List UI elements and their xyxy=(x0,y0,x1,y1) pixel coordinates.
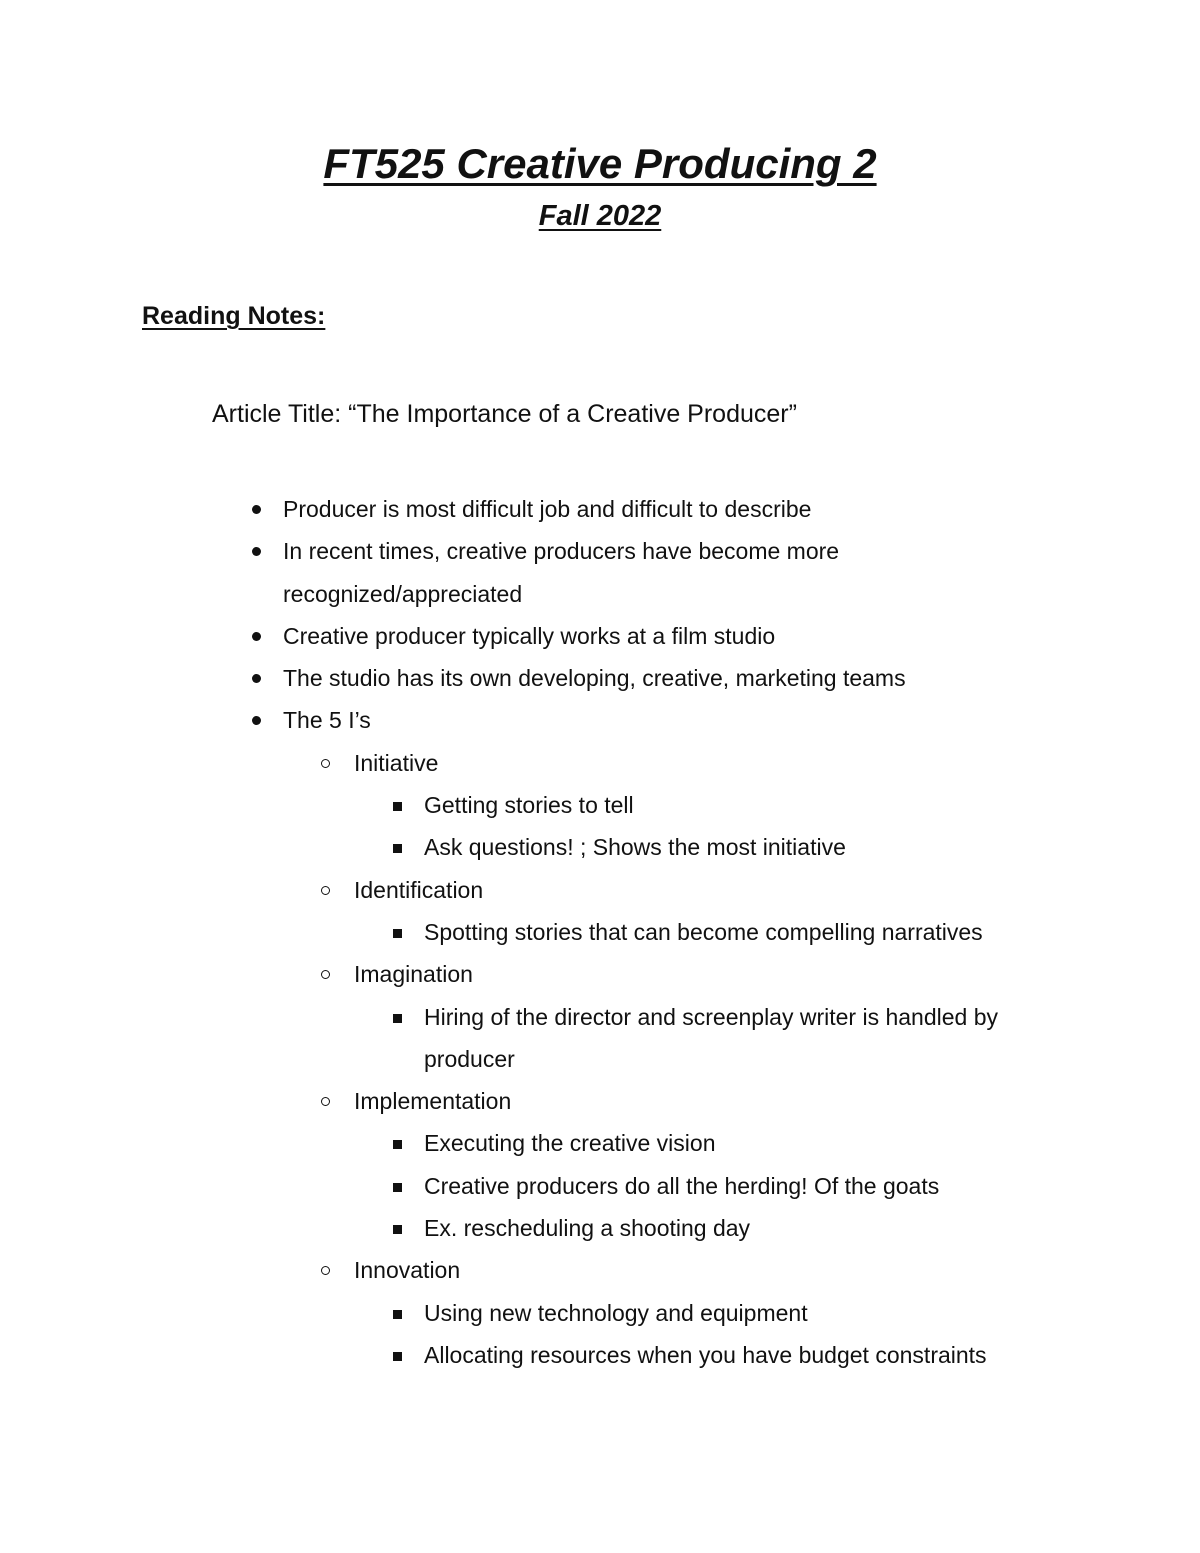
circle-bullet-icon xyxy=(321,886,330,895)
subsublist-item-text: Creative producers do all the herding! Of the goats xyxy=(424,1172,940,1199)
list-item-text: The 5 I’s xyxy=(283,707,371,734)
disc-bullet-icon xyxy=(252,505,261,514)
sublist-item-implementation xyxy=(250,1080,1070,1122)
subsublist-item-text: Executing the creative vision xyxy=(424,1130,716,1157)
subsublist-item-text: Using new technology and equipment xyxy=(424,1299,808,1326)
disc-bullet-icon xyxy=(252,632,261,641)
circle-bullet-icon xyxy=(321,759,330,768)
list-item-text: Producer is most difficult job and difficult to describe xyxy=(283,496,812,522)
square-bullet-icon xyxy=(393,1310,402,1319)
circle-bullet-icon xyxy=(321,970,330,979)
subsublist-item xyxy=(250,1292,1070,1334)
sublist-item-initiative xyxy=(250,742,1070,784)
sublist-item-identification xyxy=(250,869,1070,911)
sublist-item-label: Initiative xyxy=(354,749,439,776)
disc-bullet-icon xyxy=(252,674,261,683)
square-bullet-icon xyxy=(393,844,402,853)
subsublist-item xyxy=(250,1165,1070,1207)
document-subtitle: Fall 2022 xyxy=(538,200,662,232)
sublist-item-imagination xyxy=(250,953,1070,995)
circle-bullet-icon xyxy=(321,1266,330,1275)
subsublist-item xyxy=(250,996,1070,1038)
square-bullet-icon xyxy=(393,1352,402,1361)
sublist-item-innovation xyxy=(250,1249,1070,1291)
document-title: FT525 Creative Producing 2 xyxy=(323,140,877,187)
subsublist-item xyxy=(250,1207,1070,1249)
subsublist-item xyxy=(250,826,1070,868)
sublist-item-label: Implementation xyxy=(354,1088,512,1115)
list-item-text: The studio has its own developing, creative, marketing teams xyxy=(283,665,906,692)
disc-bullet-icon xyxy=(252,547,261,556)
subsublist-item-text: Getting stories to tell xyxy=(424,792,634,819)
notes-list xyxy=(250,488,1070,1376)
list-item xyxy=(250,657,1070,699)
disc-bullet-icon xyxy=(252,716,261,725)
sublist-item-label: Identification xyxy=(354,876,484,903)
list-item-continuation: recognized/appreciated xyxy=(283,580,523,607)
square-bullet-icon xyxy=(393,1140,402,1149)
circle-bullet-icon xyxy=(321,1097,330,1106)
subsublist-item-text: Spotting stories that can become compelling narratives xyxy=(424,918,983,945)
subsublist-item xyxy=(250,784,1070,826)
article-title: Article Title: “The Importance of a Creative Producer” xyxy=(212,400,797,428)
list-item-text: Creative producer typically works at a film studio xyxy=(283,622,776,649)
subsublist-item-text: Allocating resources when you have budget constraints xyxy=(424,1341,987,1368)
square-bullet-icon xyxy=(393,802,402,811)
square-bullet-icon xyxy=(393,1014,402,1023)
list-item xyxy=(250,488,1070,530)
square-bullet-icon xyxy=(393,1183,402,1192)
list-item-text: In recent times, creative producers have become more xyxy=(283,538,840,565)
list-item xyxy=(250,615,1070,657)
subsublist-item xyxy=(250,1334,1070,1376)
subsublist-item-text: Ask questions! ; Shows the most initiative xyxy=(424,834,846,861)
square-bullet-icon xyxy=(393,929,402,938)
list-item xyxy=(250,530,1070,572)
subsublist-item-text: Ex. rescheduling a shooting day xyxy=(424,1215,751,1242)
subsublist-item xyxy=(250,1122,1070,1164)
subsublist-item-text: Hiring of the director and screenplay writer is handled by xyxy=(424,1003,999,1030)
sublist-item-label: Innovation xyxy=(354,1257,461,1284)
sublist-item-label: Imagination xyxy=(354,961,473,988)
subsublist-item-continuation: producer xyxy=(424,1045,515,1072)
section-heading: Reading Notes: xyxy=(142,302,326,330)
square-bullet-icon xyxy=(393,1225,402,1234)
subsublist-item xyxy=(250,911,1070,953)
list-item xyxy=(250,699,1070,741)
